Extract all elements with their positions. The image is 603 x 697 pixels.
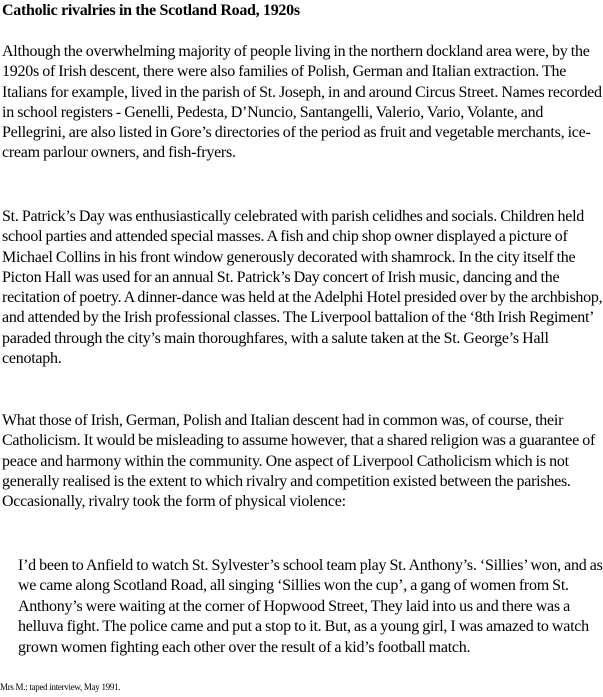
block-quote-interview: I’d been to Anfield to watch St. Sylvester’s school team play St. Anthony’s. ‘Sillies’ won, and as we came along Scotland Road, all singing ‘Sillies won the cup’, a gang of women from St. Anthony’s were waiting at the corner of Hopwood Street, They laid into us and there was a helluva fight. The police came and put a stop to it. But, as a young girl, I was amazed to watch grown women fighting each other over the result of a kid’s football match. bbox=[18, 557, 603, 656]
quote-source-citation: Mrs M.: taped interview, May 1991. bbox=[0, 682, 121, 692]
document-title: Catholic rivalries in the Scotland Road, 1920s bbox=[2, 2, 300, 19]
paragraph-st-patricks-day: St. Patrick’s Day was enthusiastically celebrated with parish celidhes and socials. Children held school parties and attended special masses. A fish and chip shop owner displayed a picture of Michael Collins in his front window generously decorated with shamrock. In the city itself the Picton Hall was used for an annual St. Patrick’s Day concert of Irish music, dancing and the recitation of poetry. A dinner-dance was held at the Adelphi Hotel presided over by the archbishop, and attended by the Irish professional classes. The Liverpool battalion of the ‘8th Irish Regiment’ paraded through the city’s main thoroughfares, with a salute taken at the St. George’s Hall cenotaph. bbox=[2, 208, 603, 368]
paragraph-catholic-rivalry: What those of Irish, German, Polish and Italian descent had in common was, of course, their Catholicism. It would be misleading to assume however, that a shared religion was a guarantee of peace and harmony within the community. One aspect of Liverpool Catholicism which is not generally realised is the extent to which rivalry and competition existed between the parishes. Occasionally, rivalry took the form of physical violence: bbox=[2, 412, 596, 511]
paragraph-immigrant-families: Although the overwhelming majority of people living in the northern dockland area were, by the 1920s of Irish descent, there were also families of Polish, German and Italian extraction. The Italians for example, lived in the parish of St. Joseph, in and around Circus Street. Names recorded in school registers - Genelli, Pedesta, D’Nuncio, Santangelli, Valerio, Vario, Volante, and Pellegrini, are also listed in Gore’s directories of the period as fruit and vegetable merchants, ice-cream parlour owners, and fish-fryers. bbox=[2, 43, 602, 162]
